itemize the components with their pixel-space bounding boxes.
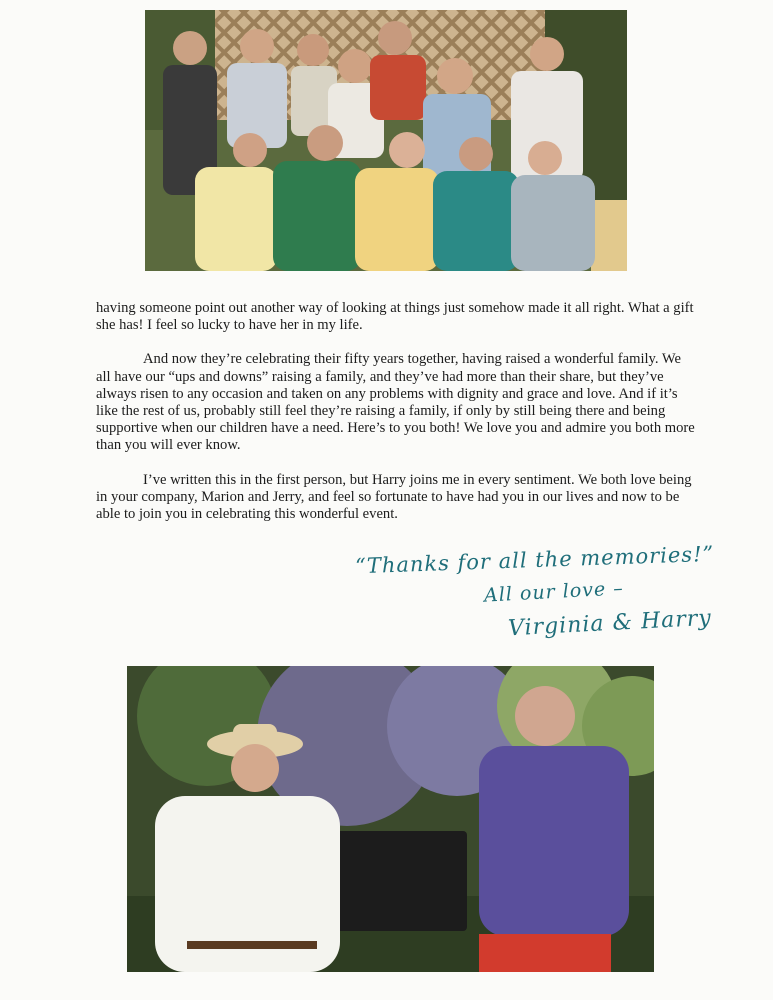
letter-paragraph: I’ve written this in the first person, but Harry joins me in every sentiment. We both love being in your company, Marion and Jerry, and feel so fortunate to have had you in our lives and now to be able to join you in celebrating this wonderful event. [96,471,692,523]
two-men-photo [127,666,654,972]
letter-body [96,300,696,540]
letter-paragraph: having someone point out another way of looking at things just somehow made it all right. What a gift she has! I feel so lucky to have her in my life. [96,300,694,334]
signature-line: “Thanks for all the memories!” [354,541,715,579]
letter-paragraph: And now they’re celebrating their fifty years together, having raised a wonderful family. We all have our “ups and downs” raising a family, and they’ve had more than their share, but they’ve always risen to any occasion and taken on any problems with dignity and grace and love. And if it’s like the rest of us, probably still feel they’re raising a family, if only by still being there and being supportive when our children have a need. Here’s to you both! We love you and admire you both more than you will ever know. [96,351,695,454]
group-photo-icon [145,10,627,271]
two-men-photo-icon [127,666,654,972]
signature-name: Virginia & Harry [507,605,713,642]
signature-line: All our love – [483,577,625,607]
group-photo [145,10,627,271]
